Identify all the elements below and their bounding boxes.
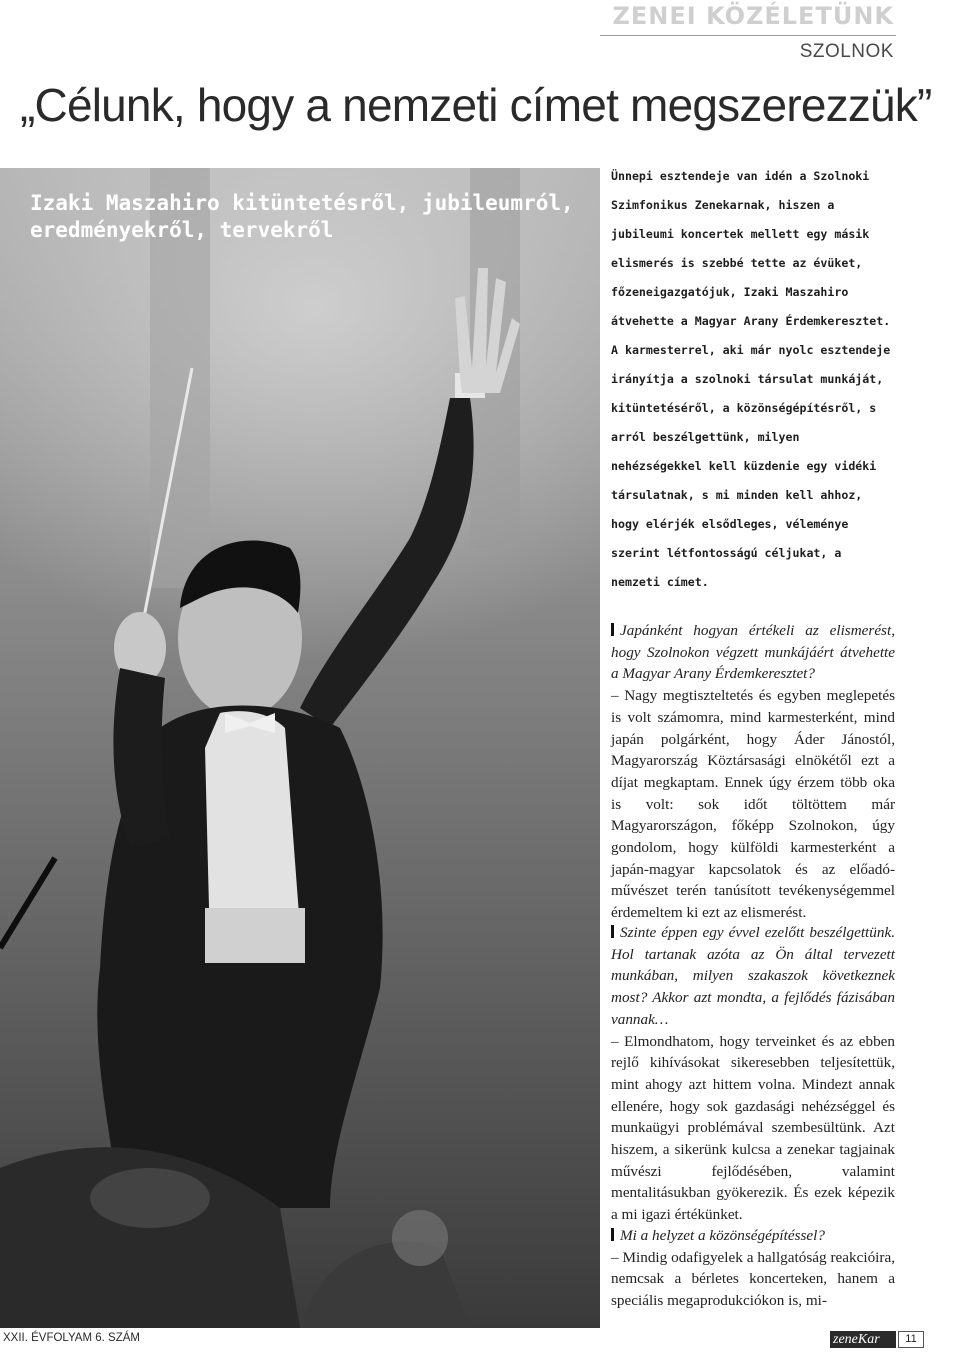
magazine-logo: zeneKar: [830, 1331, 896, 1348]
subtitle-line: Izaki Maszahiro kitüntetésről, jubileumról,: [30, 191, 574, 215]
interview-block-3: [611, 1225, 895, 1312]
question-text: Japánként hogyan értékeli az elismerést, hogy Szolnokon végzett munkájáért átvehette a Magyar Arany Érdemkeresztet?: [611, 622, 895, 683]
header-rule: [600, 35, 896, 36]
question-marker-icon: [611, 925, 614, 938]
section-location: SZOLNOK: [799, 41, 894, 62]
interview-answer: – Nagy megtiszteltetés és egyben meglepetés is volt számomra, mind karmesterként, mind japán polgárként, hogy Áder Jánostól, Magyarország Köztársasági elnökétől ezt a díjat megkaptam. Ennek úgy érzem több oka is volt: sok időt töltöttem már Magyarországon, főképp Szolnokon, úgy gondolom, hogy külföldi karmesterként a japán-magyar kapcsolatok és az előadó-művészet terén tanúsított tevékenységemmel érdemeltem ki ezt az elismerést.: [611, 687, 895, 922]
article-headline: „Célunk, hogy a nemzeti címet megszerezzük”: [20, 79, 932, 131]
interview-block-2: [611, 922, 895, 1226]
interview-question: [611, 620, 895, 685]
article-subtitle: [30, 190, 590, 244]
question-text: Szinte éppen egy évvel ezelőtt beszélgettünk. Hol tartanak azóta az Ön által tervezett munkában, milyen szakaszok következnek most? Akkor azt mondta, a fejlődés fázisában vannak…: [611, 924, 895, 1028]
interview-answer: – Elmondhatom, hogy terveinket és az ebben rejlő kihívásokat sikeresebben teljesítettük, mint ahogy azt hittem volna. Mindezt annak ellenére, hogy sok gazdasági nehézséggel és munkaügyi problémával szembesültünk. Azt hiszem, a sikerünk kulcsa a zenekar tagjainak művészi fejlődésében, valamint mentalitásukban gyökerezik. És ezek képezik a mi igazi értékünket.: [611, 1032, 895, 1224]
interview-answer: – Mindig odafigyelek a hallgatóság reakcióira, nemcsak a bérletes koncerteken, hanem a speciális megaprodukciókon is, mi-: [611, 1248, 895, 1310]
subtitle-line: eredményekről, tervekről: [30, 218, 334, 242]
page-number: 11: [898, 1331, 924, 1348]
question-marker-icon: [611, 1228, 614, 1241]
question-text: Mi a helyzet a közönségépítéssel?: [620, 1227, 825, 1244]
interview-block-1: [611, 620, 895, 924]
lead-paragraph: Ünnepi esztendeje van idén a Szolnoki Szimfonikus Zenekarnak, hiszen a jubileumi koncertek mellett egy másik elismerés is szebbé tette az évüket, főzeneigazgatójuk, Izaki Maszahiro átvehette a Magyar Arany Érdemkeresztet. A karmesterrel, aki már nyolc esztendeje irányítja a szolnoki társulat munkáját, kitüntetéséről, a közönségépítésről, s arról beszélgettünk, milyen nehézségekkel kell küzdenie egy vidéki társulatnak, s mi minden kell ahhoz, hogy elérjék elsődleges, véleménye szerint létfontosságú céljukat, a nemzeti címet.: [611, 169, 891, 589]
issue-label: XXII. ÉVFOLYAM 6. SZÁM: [3, 1332, 140, 1344]
section-title: ZENEI KÖZÉLETÜNK: [612, 2, 894, 30]
interview-question: [611, 1225, 895, 1247]
question-marker-icon: [611, 623, 614, 636]
interview-question: [611, 922, 895, 1031]
